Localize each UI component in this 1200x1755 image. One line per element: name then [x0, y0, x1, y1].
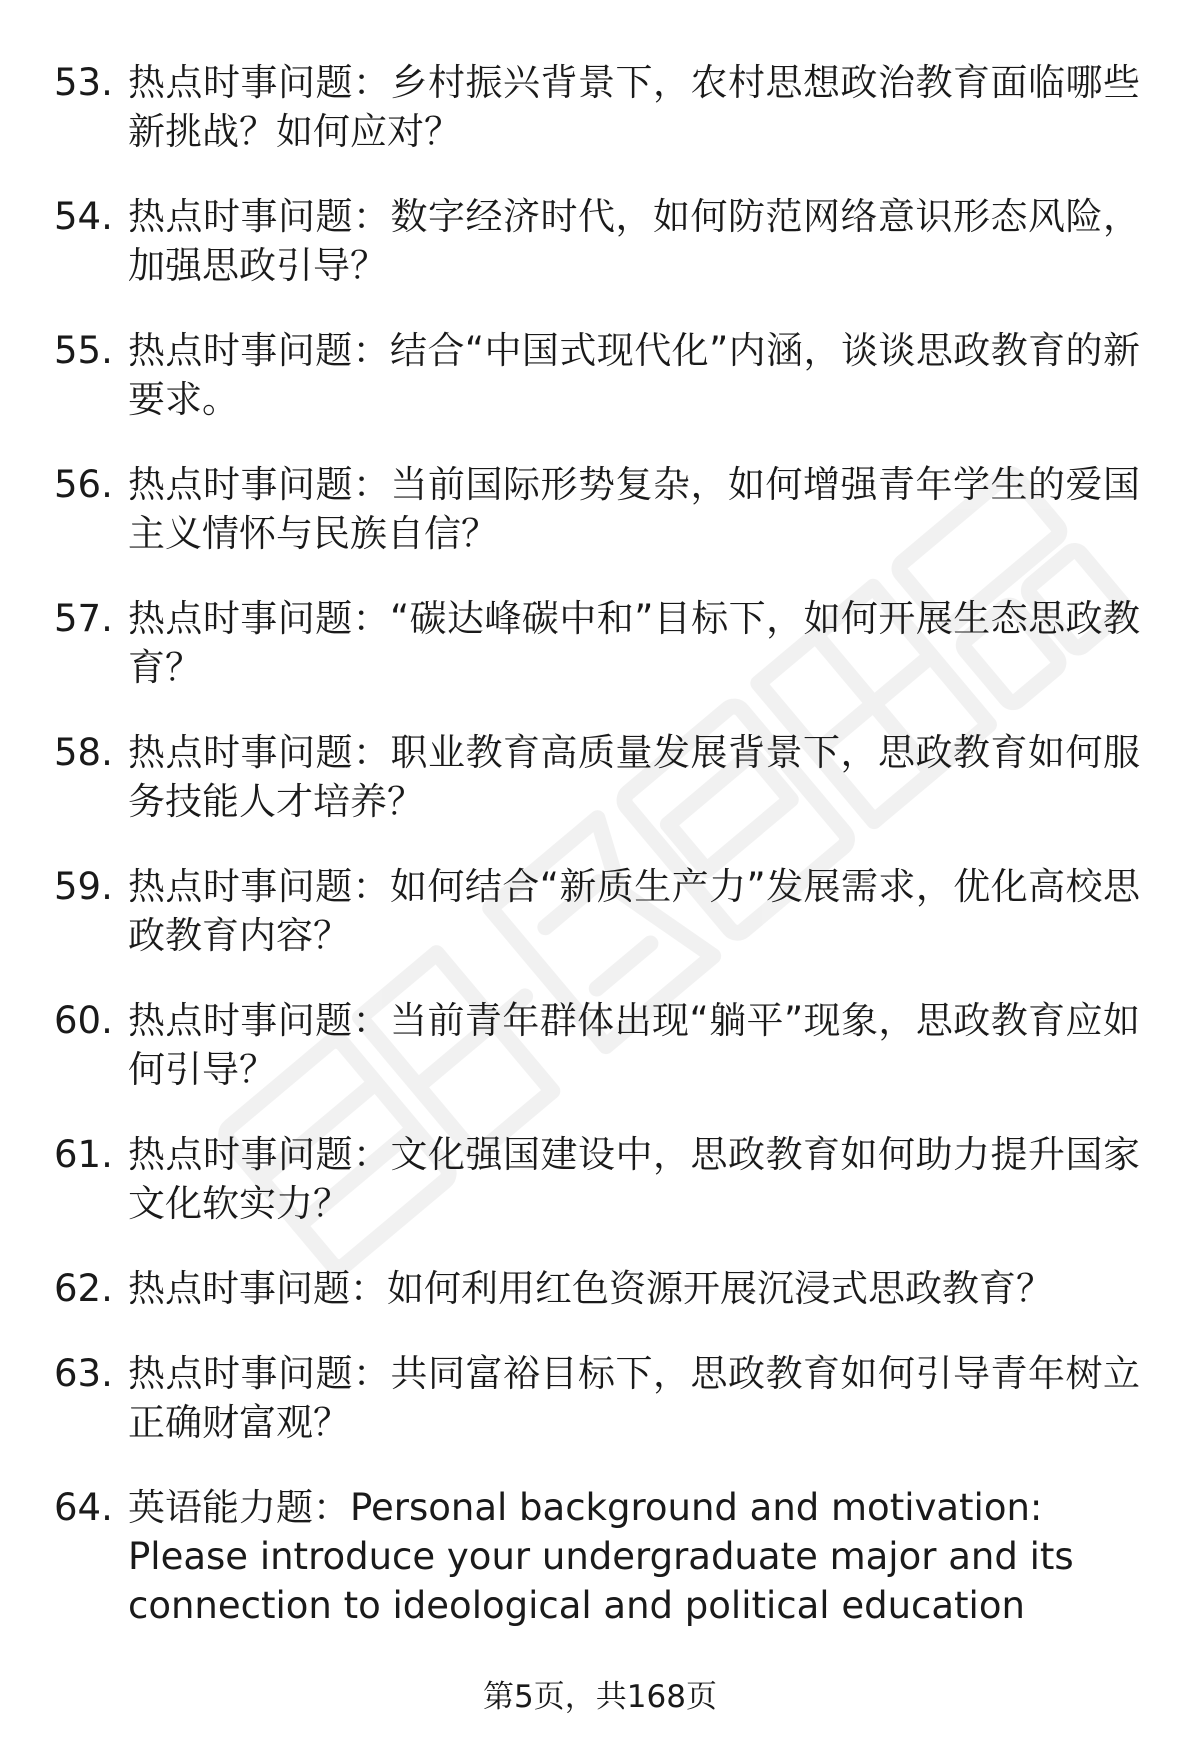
question-text: 热点时事问题：当前青年群体出现“躺平”现象，思政教育应如何引导？ — [128, 999, 1140, 1091]
question-item-61 — [0, 1130, 1200, 1228]
question-text: 热点时事问题：“碳达峰碳中和”目标下，如何开展生态思政教育？ — [128, 597, 1140, 689]
question-text: 热点时事问题：乡村振兴背景下，农村思想政治教育面临哪些新挑战？如何应对？ — [128, 61, 1140, 153]
question-number: 63. — [54, 1352, 113, 1395]
question-item-59 — [0, 862, 1200, 960]
question-text: 热点时事问题：如何利用红色资源开展沉浸式思政教育？ — [128, 1267, 1053, 1310]
question-item-63 — [0, 1349, 1200, 1447]
question-item-55 — [0, 326, 1200, 424]
question-number: 54. — [54, 195, 113, 238]
question-item-53 — [0, 58, 1200, 156]
question-number: 58. — [54, 731, 113, 774]
question-text: 热点时事问题：如何结合“新质生产力”发展需求，优化高校思政教育内容？ — [128, 865, 1140, 957]
question-text: 热点时事问题：职业教育高质量发展背景下，思政教育如何服务技能人才培养？ — [128, 731, 1140, 823]
question-list — [0, 58, 1200, 1666]
question-text: 热点时事问题：文化强国建设中，思政教育如何助力提升国家文化软实力？ — [128, 1133, 1140, 1225]
question-number: 57. — [54, 597, 113, 640]
question-text: 热点时事问题：结合“中国式现代化”内涵，谈谈思政教育的新要求。 — [128, 329, 1140, 421]
question-item-56 — [0, 460, 1200, 558]
page-footer — [0, 1677, 1200, 1717]
question-text: 热点时事问题：共同富裕目标下，思政教育如何引导青年树立正确财富观？ — [128, 1352, 1140, 1444]
question-item-58 — [0, 728, 1200, 826]
question-item-54 — [0, 192, 1200, 290]
question-item-62 — [0, 1264, 1200, 1313]
question-number: 62. — [54, 1267, 113, 1310]
question-item-60 — [0, 996, 1200, 1094]
question-item-64 — [0, 1483, 1200, 1630]
question-text: 热点时事问题：数字经济时代，如何防范网络意识形态风险，加强思政引导？ — [128, 195, 1140, 287]
question-item-57 — [0, 594, 1200, 692]
question-number: 59. — [54, 865, 113, 908]
question-number: 60. — [54, 999, 113, 1042]
question-number: 56. — [54, 463, 113, 506]
question-text: 热点时事问题：当前国际形势复杂，如何增强青年学生的爱国主义情怀与民族自信？ — [128, 463, 1140, 555]
question-number: 55. — [54, 329, 113, 372]
question-number: 53. — [54, 61, 113, 104]
question-number: 64. — [54, 1486, 113, 1529]
page-number-label: 第5页，共168页 — [483, 1679, 717, 1715]
question-text: 英语能力题：Personal background and motivation: Please introduce your undergraduate major and its connection to ideological and political education — [128, 1486, 1074, 1627]
question-number: 61. — [54, 1133, 113, 1176]
